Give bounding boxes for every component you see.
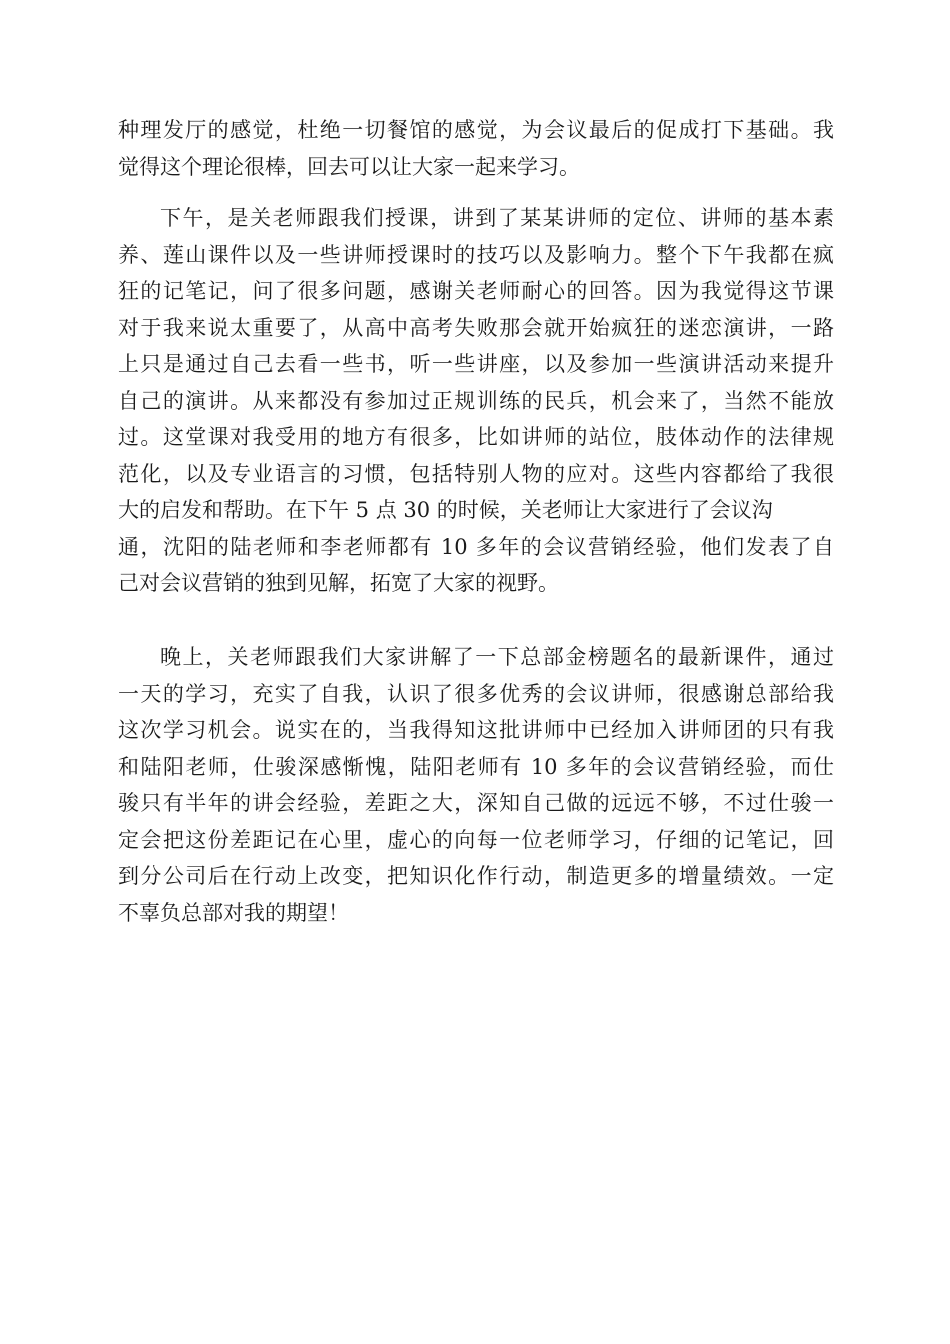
paragraph-2-line: 大的启发和帮助。在下午 5 点 30 的时候，关老师让大家进行了会议沟 [118, 498, 773, 522]
paragraph-2-line: 上只是通过自己去看一些书，听一些讲座，以及参加一些演讲活动来提升 [118, 352, 834, 376]
paragraph-3 [118, 639, 834, 931]
paragraph-3-line: 骏只有半年的讲会经验，差距之大，深知自己做的远远不够，不过仕骏一 [118, 791, 834, 815]
paragraph-2-line: 下午，是关老师跟我们授课，讲到了某某讲师的定位、讲师的基本素 [160, 206, 834, 230]
paragraph-2-line: 养、莲山课件以及一些讲师授课时的技巧以及影响力。整个下午我都在疯 [118, 242, 834, 267]
paragraph-2-line: 狂的记笔记，问了很多问题，感谢关老师耐心的回答。因为我觉得这节课 [118, 279, 834, 303]
paragraph-3-line: 一天的学习，充实了自我，认识了很多优秀的会议讲师，很感谢总部给我 [118, 681, 834, 706]
paragraph-3-line: 和陆阳老师，仕骏深感惭愧，陆阳老师有 10 多年的会议营销经验，而仕 [118, 754, 834, 779]
paragraph-1 [118, 112, 834, 185]
paragraph-2-line: 通，沈阳的陆老师和李老师都有 10 多年的会议营销经验，他们发表了自 [118, 534, 834, 559]
paragraph-1-line: 觉得这个理论很棒，回去可以让大家一起来学习。 [118, 154, 580, 179]
paragraph-3-line: 定会把这份差距记在心里，虚心的向每一位老师学习，仔细的记笔记，回 [118, 827, 834, 852]
paragraph-2-line: 过。这堂课对我受用的地方有很多，比如讲师的站位，肢体动作的法律规 [118, 425, 834, 449]
paragraph-3-line: 到分公司后在行动上改变，把知识化作行动，制造更多的增量绩效。一定 [118, 864, 834, 888]
paragraph-2-line: 己对会议营销的独到见解，拓宽了大家的视野。 [118, 571, 559, 595]
paragraph-2-line: 自己的演讲。从来都没有参加过正规训练的民兵，机会来了，当然不能放 [118, 388, 834, 413]
paragraph-2-line: 对于我来说太重要了，从高中高考失败那会就开始疯狂的迷恋演讲，一路 [118, 315, 834, 340]
paragraph-1-line: 种理发厅的感觉，杜绝一切餐馆的感觉，为会议最后的促成打下基础。我 [118, 118, 834, 142]
paragraph-2 [118, 200, 834, 602]
paragraph-3-line: 晚上，关老师跟我们大家讲解了一下总部金榜题名的最新课件，通过 [160, 645, 834, 669]
paragraph-3-line: 这次学习机会。说实在的，当我得知这批讲师中已经加入讲师团的只有我 [118, 718, 834, 742]
paragraph-3-line: 不辜负总部对我的期望！ [118, 900, 349, 925]
paragraph-2-line: 范化，以及专业语言的习惯，包括特别人物的应对。这些内容都给了我很 [118, 461, 834, 486]
